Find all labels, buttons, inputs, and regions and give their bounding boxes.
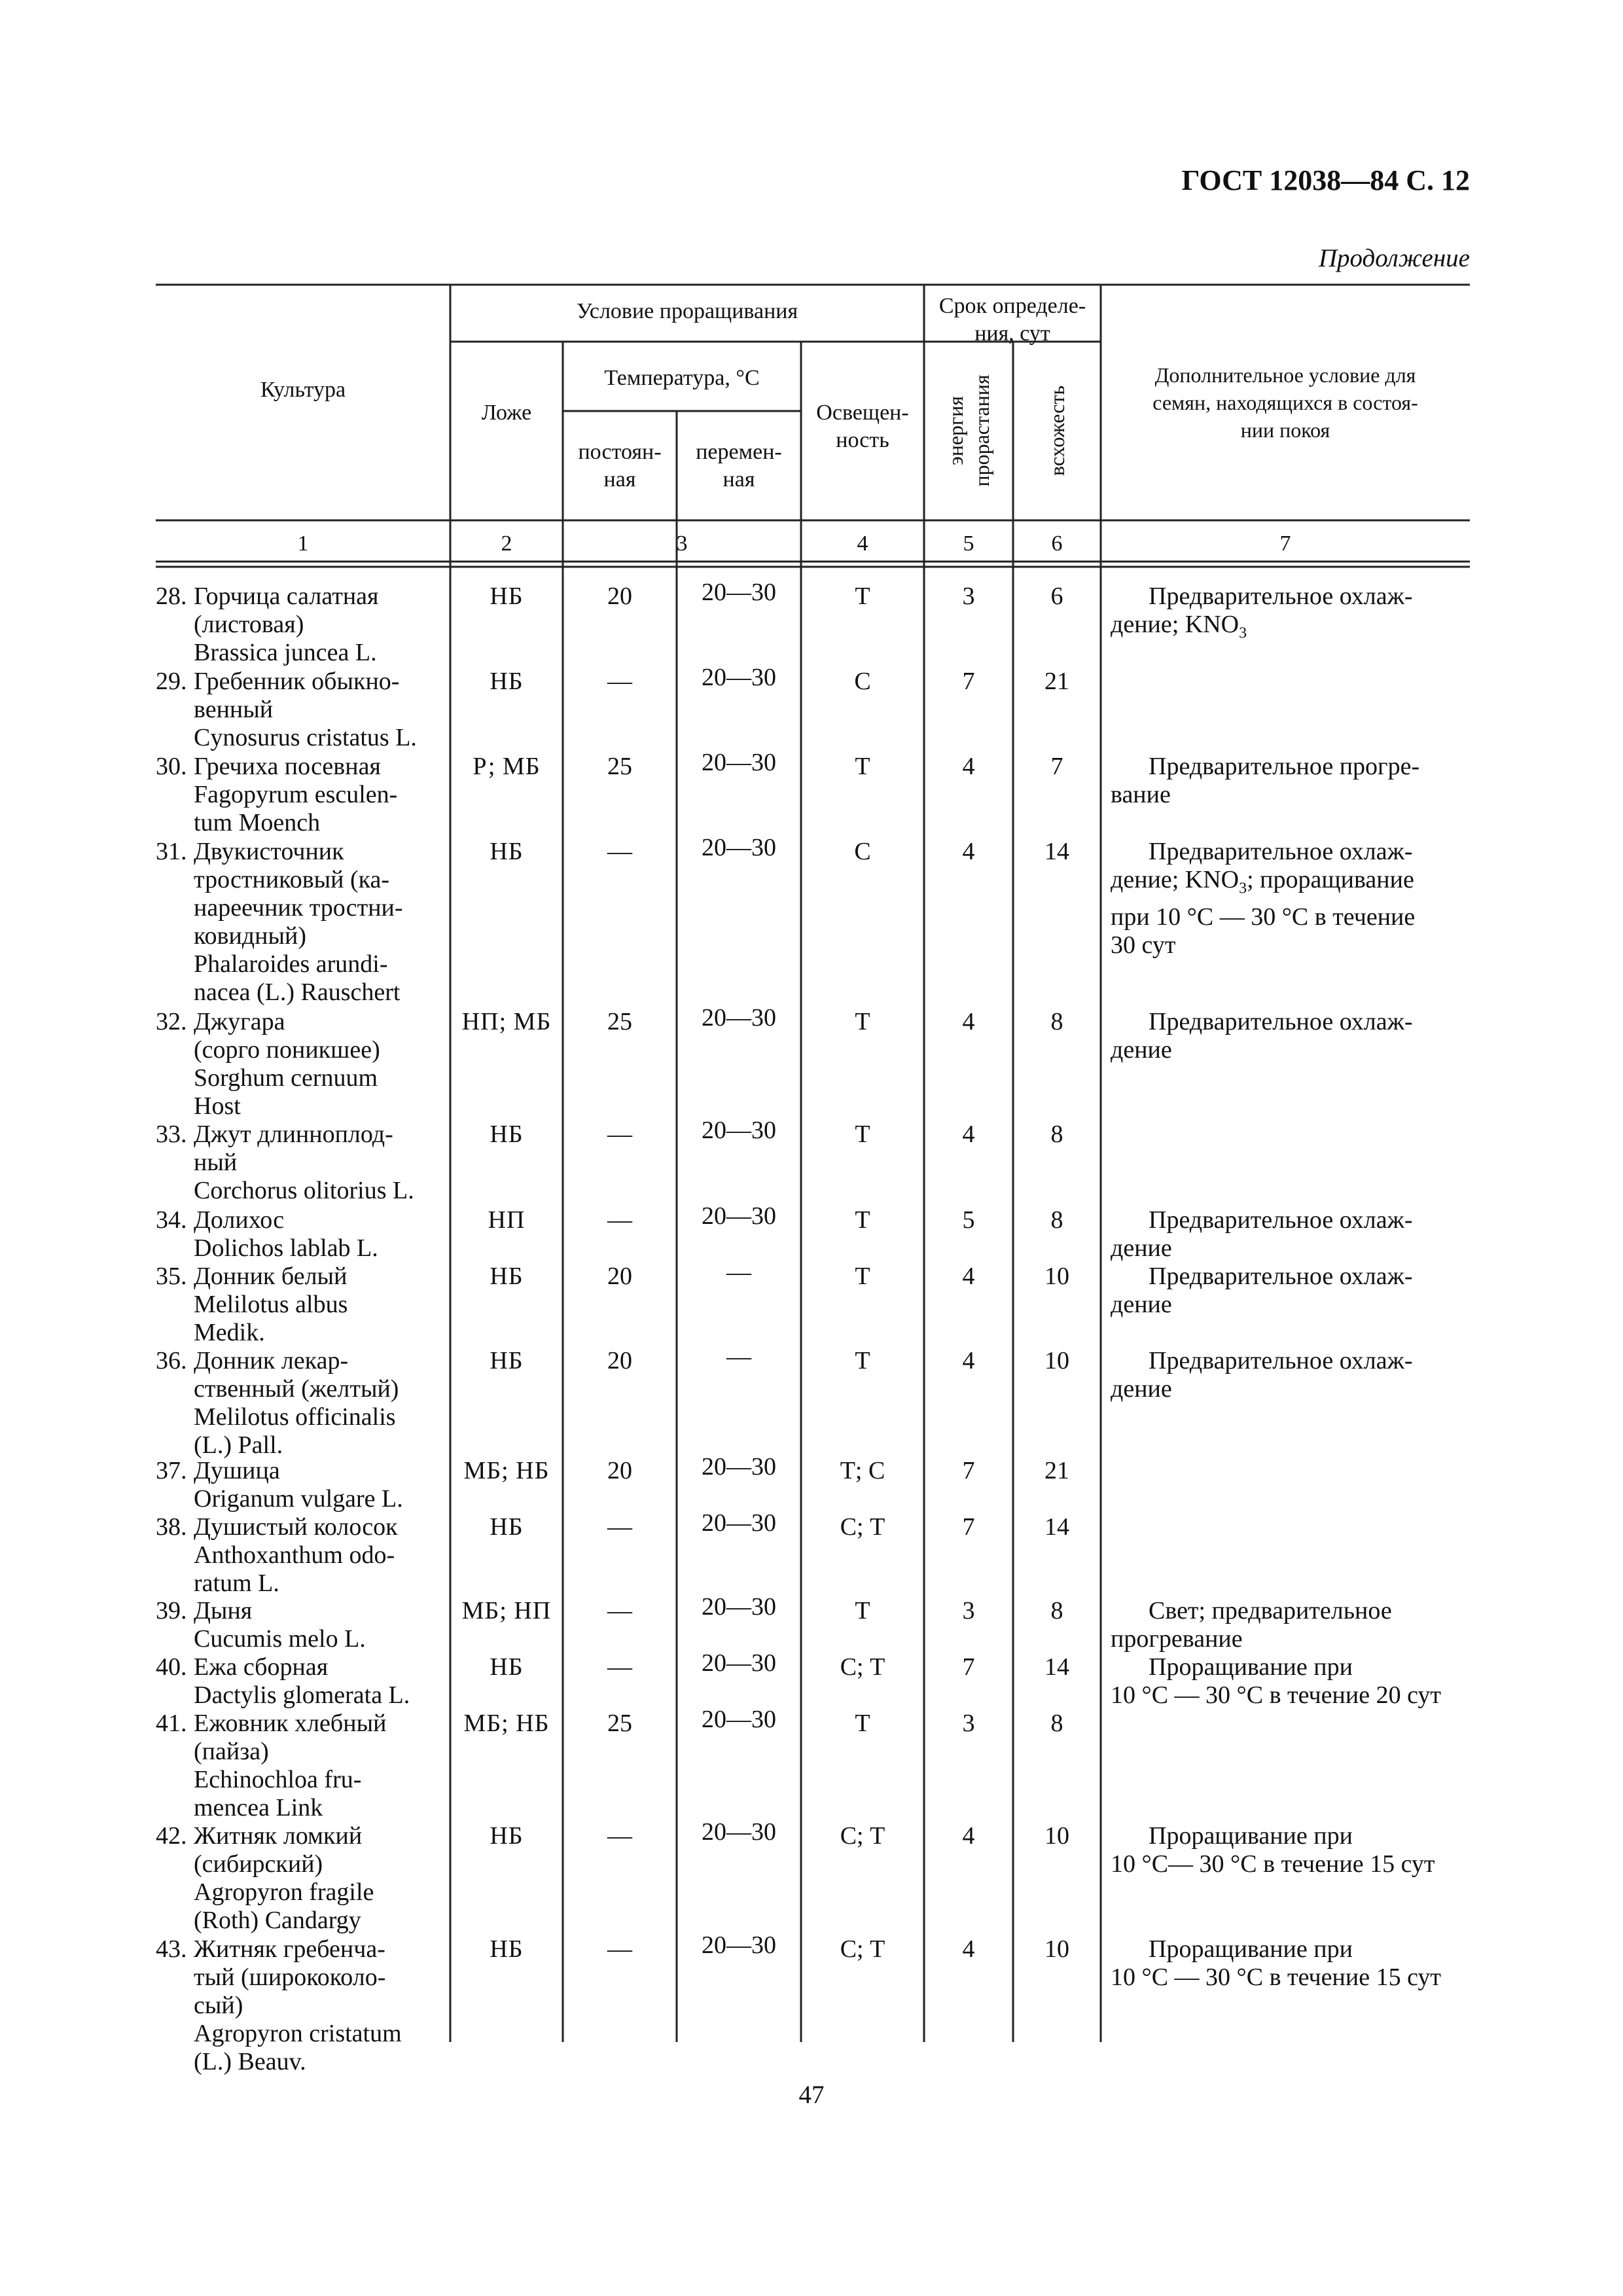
additional-line: [1111, 1036, 1477, 1064]
temp-constant-cell: —: [607, 838, 632, 865]
germination-cell: 21: [1044, 668, 1069, 695]
culture-line: Горчица салатная: [194, 583, 379, 610]
temp-variable-cell: 20—30: [702, 1593, 776, 1621]
light-cell: С; Т: [840, 1935, 885, 1963]
header-constant: [563, 439, 677, 493]
light-cell: Т: [855, 583, 870, 610]
row-number: 28.: [156, 583, 187, 610]
culture-line: Agropyron cristatum: [194, 2020, 402, 2047]
header-variable-line2: ная: [722, 467, 755, 492]
additional-line: [1111, 1681, 1477, 1710]
additional-cell: [1111, 1653, 1477, 1710]
germination-cell: 10: [1044, 1347, 1069, 1374]
culture-line: Agropyron fragile: [194, 1878, 374, 1906]
energy-cell: 4: [962, 1935, 975, 1963]
germination-cell: 14: [1044, 1513, 1069, 1541]
row-number: 32.: [156, 1008, 187, 1035]
bed-cell: НБ: [490, 1935, 524, 1963]
culture-line: Джугара: [194, 1008, 285, 1035]
bed-cell: НБ: [490, 1653, 524, 1681]
culture-line: Melilotus albus: [194, 1291, 348, 1318]
additional-line: [1111, 1291, 1477, 1319]
culture-line: tum Moench: [194, 809, 321, 836]
bed-cell: НБ: [490, 1347, 524, 1374]
page-number: 47: [798, 2081, 825, 2109]
light-cell: С; Т: [840, 1513, 885, 1541]
energy-cell: 3: [962, 583, 975, 610]
header-additional-line3: нии покоя: [1240, 418, 1330, 442]
additional-line: [1111, 1653, 1477, 1681]
temp-variable-cell: —: [726, 1259, 751, 1286]
row-number: 39.: [156, 1597, 187, 1624]
temp-constant-cell: —: [607, 1653, 632, 1681]
culture-line: Fagopyrum esculen-: [194, 781, 398, 808]
bed-cell: МБ; НП: [461, 1597, 552, 1624]
culture-line: Cynosurus cristatus L.: [194, 724, 417, 751]
culture-line: Ежовник хлебный: [194, 1710, 387, 1737]
bed-cell: МБ; НБ: [463, 1457, 550, 1484]
header-variable: [677, 439, 801, 493]
culture-line: Житняк гребенча-: [194, 1935, 385, 1963]
energy-cell: 4: [962, 753, 975, 780]
header-temperature: Температура, °С: [604, 366, 760, 390]
culture-line: (пайза): [194, 1738, 269, 1765]
culture-line: (листовая): [194, 611, 304, 638]
header-energy-line1: энергия: [944, 395, 967, 466]
temp-constant-cell: —: [607, 1935, 632, 1963]
row-number: 42.: [156, 1822, 187, 1850]
energy-cell: 5: [962, 1206, 975, 1234]
continuation-label: Продолжение: [1318, 244, 1470, 272]
energy-cell: 7: [962, 1457, 975, 1484]
additional-cell: [1111, 1347, 1477, 1403]
row-number: 33.: [156, 1121, 187, 1148]
additional-cell: [1111, 1206, 1477, 1263]
additional-text: дение; KNO: [1111, 866, 1240, 893]
energy-cell: 7: [962, 668, 975, 695]
additional-line: [1111, 1347, 1477, 1375]
additional-cell: [1111, 583, 1477, 648]
header-additional-line2: семян, находящихся в состоя-: [1152, 391, 1418, 414]
temp-variable-cell: 20—30: [702, 1453, 776, 1480]
row-number: 31.: [156, 838, 187, 865]
culture-line: Джут длинноплод-: [194, 1121, 393, 1148]
culture-line: ственный (желтый): [194, 1375, 399, 1403]
energy-cell: 4: [962, 838, 975, 865]
temp-constant-cell: 20: [607, 583, 632, 610]
temp-constant-cell: 25: [607, 1008, 632, 1035]
row-number: 34.: [156, 1206, 187, 1234]
light-cell: Т: [855, 1008, 870, 1035]
germination-cell: 8: [1050, 1121, 1063, 1148]
culture-cell: [156, 1347, 444, 1460]
culture-line: (Roth) Candargy: [194, 1907, 361, 1934]
light-cell: Т: [855, 1206, 870, 1234]
germination-cell: 21: [1044, 1457, 1069, 1484]
temp-variable-cell: 20—30: [702, 749, 776, 776]
temp-variable-cell: 20—30: [702, 834, 776, 861]
temp-variable-cell: 20—30: [702, 579, 776, 606]
temp-variable-cell: 20—30: [702, 1649, 776, 1677]
light-cell: С: [854, 668, 871, 695]
additional-text-after: ; проращивание: [1247, 866, 1414, 893]
bed-cell: МБ; НБ: [463, 1710, 550, 1737]
culture-cell: [156, 1513, 444, 1598]
culture-line: Dolichos lablab L.: [194, 1234, 378, 1262]
column-number-3: 3: [676, 531, 688, 556]
temp-variable-cell: 20—30: [702, 1004, 776, 1031]
column-number-2: 2: [501, 531, 512, 556]
culture-line: нареечник тростни-: [194, 894, 403, 922]
bed-cell: НБ: [490, 1513, 524, 1541]
additional-text: дение: [1111, 1234, 1172, 1262]
culture-line: Brassica juncea L.: [194, 639, 377, 666]
additional-line: [1111, 838, 1477, 866]
temp-constant-cell: —: [607, 1513, 632, 1541]
culture-line: (сибирский): [194, 1850, 323, 1878]
header-term-line1: Срок определе-: [938, 294, 1086, 318]
additional-line: [1111, 1263, 1477, 1291]
bed-cell: НБ: [490, 1263, 524, 1290]
additional-text: вание: [1111, 781, 1171, 808]
additional-cell: [1111, 1822, 1477, 1878]
culture-line: (сорго поникшее): [194, 1036, 380, 1064]
additional-line: [1111, 1206, 1477, 1234]
energy-cell: 3: [962, 1597, 975, 1624]
culture-line: Phalaroides arundi-: [194, 950, 388, 978]
row-number: 29.: [156, 668, 187, 695]
light-cell: Т: [855, 753, 870, 780]
additional-cell: [1111, 753, 1477, 809]
bed-cell: Р; МБ: [473, 753, 541, 780]
additional-text: Проращивание при: [1149, 1935, 1353, 1963]
additional-text: прогревание: [1111, 1625, 1243, 1653]
additional-text: Проращивание при: [1149, 1653, 1353, 1681]
culture-cell: [156, 668, 444, 752]
header-constant-line2: ная: [603, 467, 636, 492]
header-light-line2: ность: [836, 428, 889, 452]
additional-line: [1111, 931, 1477, 960]
header-constant-line1: постоян-: [578, 440, 662, 464]
culture-cell: [156, 1457, 444, 1513]
additional-text: Предварительное прогре-: [1149, 753, 1420, 780]
header-additional: [1101, 361, 1470, 444]
additional-text: дение: [1111, 1036, 1172, 1064]
header-culture: Культура: [260, 378, 346, 402]
light-cell: Т: [855, 1597, 870, 1624]
temp-constant-cell: —: [607, 1597, 632, 1624]
chemical-subscript: 3: [1239, 880, 1247, 897]
header-energy-line2: прорастания: [970, 374, 993, 487]
additional-text: Предварительное охлаж-: [1149, 1263, 1413, 1290]
culture-line: Долихос: [194, 1206, 285, 1234]
culture-line: Anthoxanthum odo-: [194, 1541, 395, 1569]
row-number: 36.: [156, 1347, 187, 1374]
culture-cell: [156, 1597, 444, 1653]
light-cell: С; Т: [840, 1653, 885, 1681]
temp-constant-cell: —: [607, 1206, 632, 1234]
temp-constant-cell: —: [607, 668, 632, 695]
chemical-subscript: 3: [1239, 624, 1247, 642]
culture-cell: [156, 1822, 444, 1935]
header-germination: всхожесть: [1045, 385, 1069, 476]
header-light-line1: Освещен-: [816, 401, 909, 425]
bed-cell: НП; МБ: [461, 1008, 552, 1035]
additional-cell: [1111, 1597, 1477, 1653]
additional-text: Предварительное охлаж-: [1149, 1008, 1413, 1035]
culture-line: ratum L.: [194, 1570, 279, 1597]
culture-cell: [156, 1206, 444, 1263]
additional-text: 10 °С— 30 °С в течение 15 сут: [1111, 1850, 1435, 1878]
temp-variable-cell: 20—30: [702, 1117, 776, 1144]
culture-line: Host: [194, 1092, 241, 1120]
culture-cell: [156, 1653, 444, 1710]
germination-cell: 8: [1050, 1597, 1063, 1624]
temp-constant-cell: 25: [607, 1710, 632, 1737]
temp-constant-cell: 25: [607, 753, 632, 780]
temp-constant-cell: —: [607, 1822, 632, 1850]
light-cell: Т: [855, 1710, 870, 1737]
light-cell: Т: [855, 1263, 870, 1290]
germination-cell: 6: [1050, 583, 1063, 610]
additional-line: [1111, 781, 1477, 809]
culture-line: Medik.: [194, 1319, 265, 1346]
culture-line: тый (ширококоло-: [194, 1964, 386, 1991]
culture-line: Cucumis melo L.: [194, 1625, 366, 1653]
additional-cell: [1111, 1263, 1477, 1319]
temp-variable-cell: —: [726, 1343, 751, 1371]
culture-line: Гребенник обыкно-: [194, 668, 400, 695]
germination-cell: 14: [1044, 1653, 1069, 1681]
bed-cell: НБ: [490, 1822, 524, 1850]
row-number: 40.: [156, 1653, 187, 1681]
additional-text: Предварительное охлаж-: [1149, 838, 1413, 865]
culture-line: Ежа сборная: [194, 1653, 329, 1681]
header-term: [924, 293, 1101, 348]
culture-cell: [156, 583, 444, 667]
header-variable-line1: перемен-: [696, 440, 782, 464]
temp-constant-cell: 20: [607, 1263, 632, 1290]
additional-text: 10 °С — 30 °С в течение 15 сут: [1111, 1964, 1442, 1991]
culture-line: сый): [194, 1992, 243, 2019]
column-number-4: 4: [857, 531, 868, 556]
culture-cell: [156, 1935, 444, 2076]
energy-cell: 7: [962, 1513, 975, 1541]
culture-cell: [156, 753, 444, 837]
culture-line: (L.) Beauv.: [194, 2048, 306, 2075]
culture-line: Echinochloa fru-: [194, 1766, 362, 1793]
additional-line: [1111, 753, 1477, 781]
row-number: 43.: [156, 1935, 187, 1963]
germination-cell: 14: [1044, 838, 1069, 865]
culture-cell: [156, 1710, 444, 1822]
additional-line: [1111, 1822, 1477, 1850]
culture-line: Душистый колосок: [194, 1513, 398, 1541]
culture-line: (L.) Pall.: [194, 1431, 283, 1459]
culture-line: тростниковый (ка-: [194, 866, 390, 893]
additional-text: Предварительное охлаж-: [1149, 583, 1413, 610]
germination-cell: 8: [1050, 1008, 1063, 1035]
header-energy: [942, 374, 995, 486]
germination-cell: 10: [1044, 1935, 1069, 1963]
additional-text: Проращивание при: [1149, 1822, 1353, 1850]
bed-cell: НБ: [490, 838, 524, 865]
culture-line: Гречиха посевная: [194, 753, 381, 780]
additional-line: [1111, 611, 1477, 648]
additional-text: Свет; предварительное: [1149, 1597, 1392, 1624]
temp-variable-cell: 20—30: [702, 1509, 776, 1537]
additional-line: [1111, 903, 1477, 931]
bed-cell: НП: [488, 1206, 526, 1234]
bed-cell: НБ: [490, 1121, 524, 1148]
additional-line: [1111, 1935, 1477, 1964]
culture-line: Дыня: [194, 1597, 253, 1624]
culture-line: венный: [194, 696, 274, 723]
culture-line: mencea Link: [194, 1794, 323, 1821]
row-number: 38.: [156, 1513, 187, 1541]
culture-line: Dactylis glomerata L.: [194, 1681, 410, 1709]
culture-line: Душица: [194, 1457, 280, 1484]
row-number: 41.: [156, 1710, 187, 1737]
temp-variable-cell: 20—30: [702, 664, 776, 691]
additional-line: [1111, 1008, 1477, 1036]
additional-line: [1111, 583, 1477, 611]
header-light: [801, 399, 924, 454]
temp-variable-cell: 20—30: [702, 1931, 776, 1959]
energy-cell: 4: [962, 1347, 975, 1374]
column-number-7: 7: [1279, 531, 1291, 556]
culture-line: Melilotus officinalis: [194, 1403, 396, 1431]
culture-line: Двукисточник: [194, 838, 344, 865]
culture-cell: [156, 1263, 444, 1347]
additional-text: при 10 °С — 30 °С в течение: [1111, 903, 1416, 931]
temp-constant-cell: 20: [607, 1457, 632, 1484]
germination-cell: 10: [1044, 1822, 1069, 1850]
culture-line: Донник белый: [194, 1263, 348, 1290]
culture-cell: [156, 1008, 444, 1121]
additional-cell: [1111, 838, 1477, 960]
additional-text: 10 °С — 30 °С в течение 20 сут: [1111, 1681, 1442, 1709]
additional-text: Предварительное охлаж-: [1149, 1206, 1413, 1234]
energy-cell: 4: [962, 1263, 975, 1290]
additional-line: [1111, 1375, 1477, 1403]
germination-cell: 7: [1050, 753, 1063, 780]
light-cell: С: [854, 838, 871, 865]
culture-line: Sorghum cernuum: [194, 1064, 378, 1092]
header-bed: Ложе: [481, 401, 532, 425]
additional-text: дение: [1111, 1291, 1172, 1318]
energy-cell: 7: [962, 1653, 975, 1681]
culture-line: ковидный): [194, 922, 307, 950]
temp-variable-cell: 20—30: [702, 1706, 776, 1733]
document-header: ГОСТ 12038—84 С. 12: [1181, 164, 1470, 196]
additional-text: дение; KNO: [1111, 611, 1240, 638]
additional-line: [1111, 1850, 1477, 1878]
column-number-5: 5: [963, 531, 974, 556]
light-cell: Т: [855, 1347, 870, 1374]
temp-constant-cell: —: [607, 1121, 632, 1148]
row-number: 37.: [156, 1457, 187, 1484]
light-cell: Т; С: [840, 1457, 885, 1484]
temp-variable-cell: 20—30: [702, 1818, 776, 1846]
energy-cell: 4: [962, 1121, 975, 1148]
additional-line: [1111, 1625, 1477, 1653]
culture-cell: [156, 838, 444, 1007]
additional-line: [1111, 1597, 1477, 1625]
culture-line: Corchorus olitorius L.: [194, 1177, 414, 1204]
germination-cell: 10: [1044, 1263, 1069, 1290]
temp-variable-cell: 20—30: [702, 1202, 776, 1230]
additional-line: [1111, 866, 1477, 903]
culture-cell: [156, 1121, 444, 1205]
culture-line: nacea (L.) Rauschert: [194, 978, 401, 1006]
temp-constant-cell: 20: [607, 1347, 632, 1374]
energy-cell: 4: [962, 1822, 975, 1850]
additional-line: [1111, 1234, 1477, 1263]
additional-cell: [1111, 1008, 1477, 1064]
bed-cell: НБ: [490, 583, 524, 610]
germination-cell: 8: [1050, 1710, 1063, 1737]
column-number-1: 1: [297, 531, 309, 556]
additional-text: дение: [1111, 1375, 1172, 1403]
germination-cell: 8: [1050, 1206, 1063, 1234]
additional-text: 30 сут: [1111, 931, 1176, 959]
culture-line: Донник лекар-: [194, 1347, 349, 1374]
culture-line: Житняк ломкий: [194, 1822, 363, 1850]
additional-text: Предварительное охлаж-: [1149, 1347, 1413, 1374]
row-number: 35.: [156, 1263, 187, 1290]
additional-cell: [1111, 1935, 1477, 1992]
light-cell: Т: [855, 1121, 870, 1148]
energy-cell: 4: [962, 1008, 975, 1035]
energy-cell: 3: [962, 1710, 975, 1737]
culture-line: ный: [194, 1149, 238, 1176]
culture-line: Origanum vulgare L.: [194, 1485, 403, 1513]
light-cell: С; Т: [840, 1822, 885, 1850]
header-term-line2: ния, сут: [974, 321, 1050, 346]
header-additional-line1: Дополнительное условие для: [1154, 363, 1416, 387]
column-number-6: 6: [1051, 531, 1063, 556]
header-conditions: Условие проращивания: [576, 299, 798, 323]
row-number: 30.: [156, 753, 187, 780]
bed-cell: НБ: [490, 668, 524, 695]
additional-line: [1111, 1964, 1477, 1992]
